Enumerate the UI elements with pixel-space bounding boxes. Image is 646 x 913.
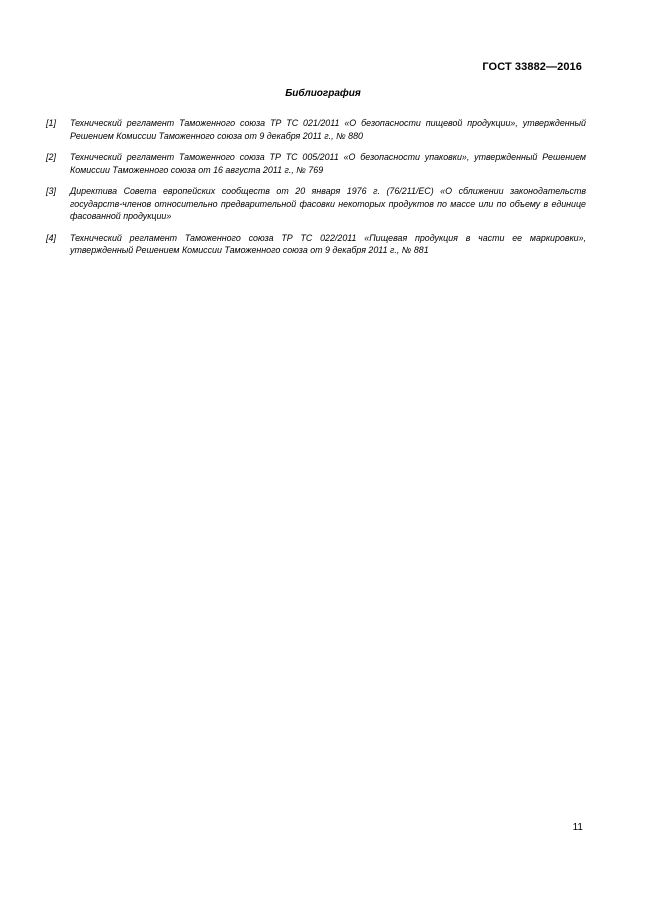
page-title: Библиография (285, 88, 361, 99)
bibliography-item-number: [4] (46, 232, 57, 243)
bibliography-item-number: [2] (46, 152, 57, 162)
document-code: ГОСТ 33882—2016 (482, 61, 582, 73)
bibliography-list (46, 117, 586, 266)
bibliography-item (46, 232, 586, 257)
bibliography-item-number: [3] (46, 186, 57, 196)
page-number: 11 (572, 822, 583, 833)
bibliography-item-text: Директива Совета европейских сообществ от 20 января 1976 г. (76/211/ЕС) «О сближении законодательств государств-членов относительно предварительной фасовки некоторых продуктов по массе или по объему в единице фасованной продукции» (70, 186, 586, 221)
bibliography-item-text: Технический регламент Таможенного союза ТР ТС 021/2011 «О безопасности пищевой продукции», утвержденный Решением Комиссии Таможенного союза от 9 декабря 2011 г., № 880 (70, 118, 586, 141)
bibliography-item-number: [1] (46, 118, 57, 128)
bibliography-item (46, 151, 586, 176)
bibliography-item-text: Технический регламент Таможенного союза ТР ТС 005/2011 «О безопасности упаковки», утвержденный Решением Комиссии Таможенного союза от 16 августа 2011 г., № 769 (70, 152, 586, 175)
bibliography-item (46, 117, 586, 142)
bibliography-item-text: Технический регламент Таможенного союза ТР ТС 022/2011 «Пищевая продукция в части ее маркировки», утвержденный Решением Комиссии Таможенного союза от 9 декабря 2011 г., № 881 (70, 232, 586, 255)
bibliography-item (46, 185, 586, 223)
